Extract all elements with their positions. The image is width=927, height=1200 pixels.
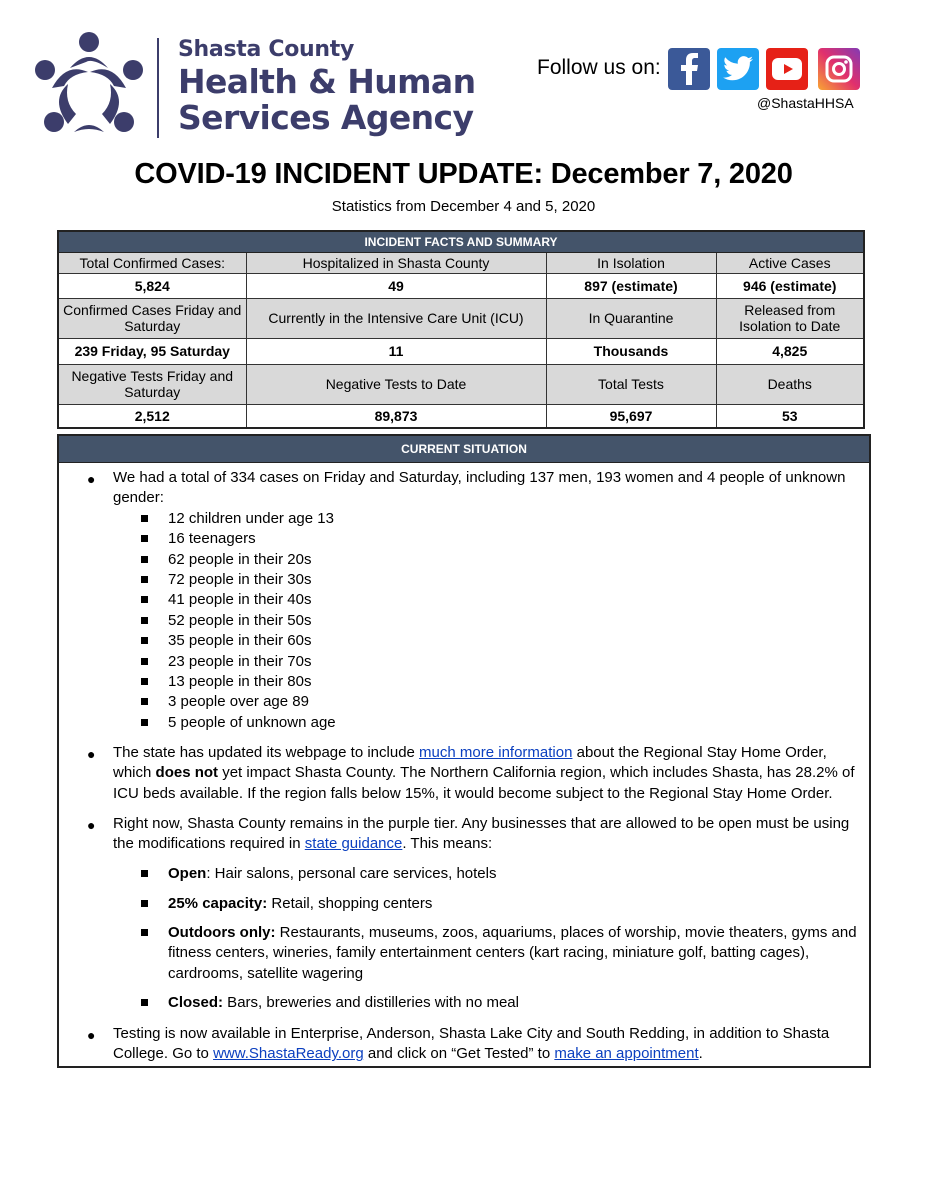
more-information-link[interactable]: much more information xyxy=(419,744,573,761)
facts-value: 89,873 xyxy=(246,404,546,427)
bullet-icon: ● xyxy=(87,746,96,762)
facts-label: Negative Tests Friday and Saturday xyxy=(59,364,246,404)
testing-paragraph xyxy=(113,1024,861,1065)
tier-rule-text: Retail, shopping centers xyxy=(267,895,433,912)
text-span: and click on “Get Tested” to xyxy=(363,1045,555,1063)
facts-label: Negative Tests to Date xyxy=(246,364,546,404)
square-bullet-icon xyxy=(141,617,148,624)
age-group-item: 52 people in their 50s xyxy=(168,612,312,629)
current-situation-box xyxy=(57,434,871,1068)
facts-value: 946 (estimate) xyxy=(716,273,863,298)
facts-value: 53 xyxy=(716,404,863,427)
age-group-item: 16 teenagers xyxy=(168,530,256,547)
facts-label-row xyxy=(59,298,863,338)
facts-label: Hospitalized in Shasta County xyxy=(246,253,546,273)
facts-label: In Isolation xyxy=(546,253,716,273)
stay-home-order-paragraph xyxy=(113,743,861,804)
follow-us-label: Follow us on: xyxy=(537,56,661,79)
facts-label-row xyxy=(59,253,863,273)
facts-value: 5,824 xyxy=(59,273,246,298)
tier-rule-label: Closed: xyxy=(168,994,224,1011)
age-group-item: 12 children under age 13 xyxy=(168,510,334,527)
incident-facts-table xyxy=(57,230,865,429)
age-group-item: 62 people in their 20s xyxy=(168,551,312,568)
page-subtitle: Statistics from December 4 and 5, 2020 xyxy=(331,198,596,215)
facts-label: Total Confirmed Cases: xyxy=(59,253,246,273)
square-bullet-icon xyxy=(141,535,148,542)
tier-rule-item xyxy=(168,923,858,984)
age-group-item: 23 people in their 70s xyxy=(168,653,312,670)
agency-name-line2: Health & Human xyxy=(178,62,476,101)
facts-label: Released from Isolation to Date xyxy=(716,298,863,338)
square-bullet-icon xyxy=(141,556,148,563)
situation-heading: CURRENT SITUATION xyxy=(59,436,869,463)
facts-label: Total Tests xyxy=(546,364,716,404)
tier-rule-label: Outdoors only: xyxy=(168,924,276,941)
age-group-item: 35 people in their 60s xyxy=(168,632,312,649)
age-group-item: 41 people in their 40s xyxy=(168,591,312,608)
instagram-icon[interactable] xyxy=(818,48,860,90)
facts-value-row xyxy=(59,338,863,364)
make-appointment-link[interactable]: make an appointment xyxy=(554,1045,699,1063)
square-bullet-icon xyxy=(141,719,148,726)
emphasis-text: does not xyxy=(155,764,219,782)
tier-rule-label: Open xyxy=(168,865,207,882)
square-bullet-icon xyxy=(141,870,148,877)
cases-summary: We had a total of 334 cases on Friday and Saturday, including 137 men, 193 women and 4 people of unknown gender: xyxy=(113,469,846,507)
agency-name-line3: Services Agency xyxy=(178,98,474,137)
page-title: COVID-19 INCIDENT UPDATE: December 7, 2020 xyxy=(134,158,793,190)
facts-value: 4,825 xyxy=(716,338,863,364)
tier-rule-item xyxy=(168,894,858,914)
facts-label: Confirmed Cases Friday and Saturday xyxy=(59,298,246,338)
age-group-item: 5 people of unknown age xyxy=(168,714,336,731)
state-guidance-link[interactable]: state guidance xyxy=(304,835,403,853)
square-bullet-icon xyxy=(141,576,148,583)
text-span: The state has updated its webpage to include xyxy=(113,744,420,761)
text-span: . This means: xyxy=(402,835,493,853)
square-bullet-icon xyxy=(141,515,148,522)
facebook-icon[interactable] xyxy=(668,48,710,90)
tier-rule-item xyxy=(168,864,858,884)
facts-label: Currently in the Intensive Care Unit (ICU) xyxy=(246,298,546,338)
text-span: Right now, Shasta County remains in the purple tier. Any businesses that are allowed to be open must be using the modifications required in xyxy=(113,815,850,853)
facts-value: 239 Friday, 95 Saturday xyxy=(59,338,246,364)
logo-divider xyxy=(157,38,159,138)
square-bullet-icon xyxy=(141,698,148,705)
square-bullet-icon xyxy=(141,900,148,907)
facts-value: 897 (estimate) xyxy=(546,273,716,298)
facts-value: 49 xyxy=(246,273,546,298)
square-bullet-icon xyxy=(141,658,148,665)
square-bullet-icon xyxy=(141,637,148,644)
purple-tier-paragraph xyxy=(113,814,861,855)
social-handle: @ShastaHHSA xyxy=(757,95,854,111)
tier-rule-text: Restaurants, museums, zoos, aquariums, places of worship, movie theaters, gyms and fitness centers, wineries, family entertainment centers (kart racing, miniature golf, batting cages), cardrooms, satellite wagering xyxy=(168,924,857,982)
bullet-icon: ● xyxy=(87,817,96,833)
age-group-item: 3 people over age 89 xyxy=(168,693,309,710)
twitter-icon[interactable] xyxy=(717,48,759,90)
tier-rule-text: : Hair salons, personal care services, hotels xyxy=(206,865,497,882)
age-group-item: 72 people in their 30s xyxy=(168,571,312,588)
text-span: . xyxy=(698,1045,703,1063)
facts-heading: INCIDENT FACTS AND SUMMARY xyxy=(59,232,863,253)
shastaready-link[interactable]: www.ShastaReady.org xyxy=(213,1045,364,1063)
agency-name xyxy=(178,36,475,136)
youtube-icon[interactable] xyxy=(766,48,808,90)
facts-label: Active Cases xyxy=(716,253,863,273)
facts-value-row xyxy=(59,404,863,427)
text-span: Testing is now available in Enterprise, Anderson, Shasta Lake City and South Redding, in addition to Shasta College. Go to xyxy=(113,1025,830,1063)
facts-label: In Quarantine xyxy=(546,298,716,338)
tier-rule-label: 25% capacity: xyxy=(168,895,268,912)
bullet-icon: ● xyxy=(87,1027,96,1043)
square-bullet-icon xyxy=(141,999,148,1006)
agency-logo-icon xyxy=(30,28,148,140)
tier-rule-text: Bars, breweries and distilleries with no meal xyxy=(223,994,519,1011)
square-bullet-icon xyxy=(141,596,148,603)
agency-name-line1: Shasta County xyxy=(178,37,355,62)
facts-value: 11 xyxy=(246,338,546,364)
tier-rule-item xyxy=(168,993,858,1013)
text-span: about the Regional Stay Home Order, which xyxy=(113,744,827,782)
text-span: yet impact Shasta County. The Northern California region, which includes Shasta, has 28.2% of ICU beds available. If the region falls below 15%, it would become subject to the Regional Stay Home Order. xyxy=(113,764,855,802)
facts-label: Deaths xyxy=(716,364,863,404)
facts-value-row xyxy=(59,273,863,298)
facts-value: Thousands xyxy=(546,338,716,364)
square-bullet-icon xyxy=(141,929,148,936)
bullet-icon: ● xyxy=(87,471,96,487)
facts-value: 95,697 xyxy=(546,404,716,427)
facts-value: 2,512 xyxy=(59,404,246,427)
age-group-item: 13 people in their 80s xyxy=(168,673,312,690)
square-bullet-icon xyxy=(141,678,148,685)
facts-label-row xyxy=(59,364,863,404)
